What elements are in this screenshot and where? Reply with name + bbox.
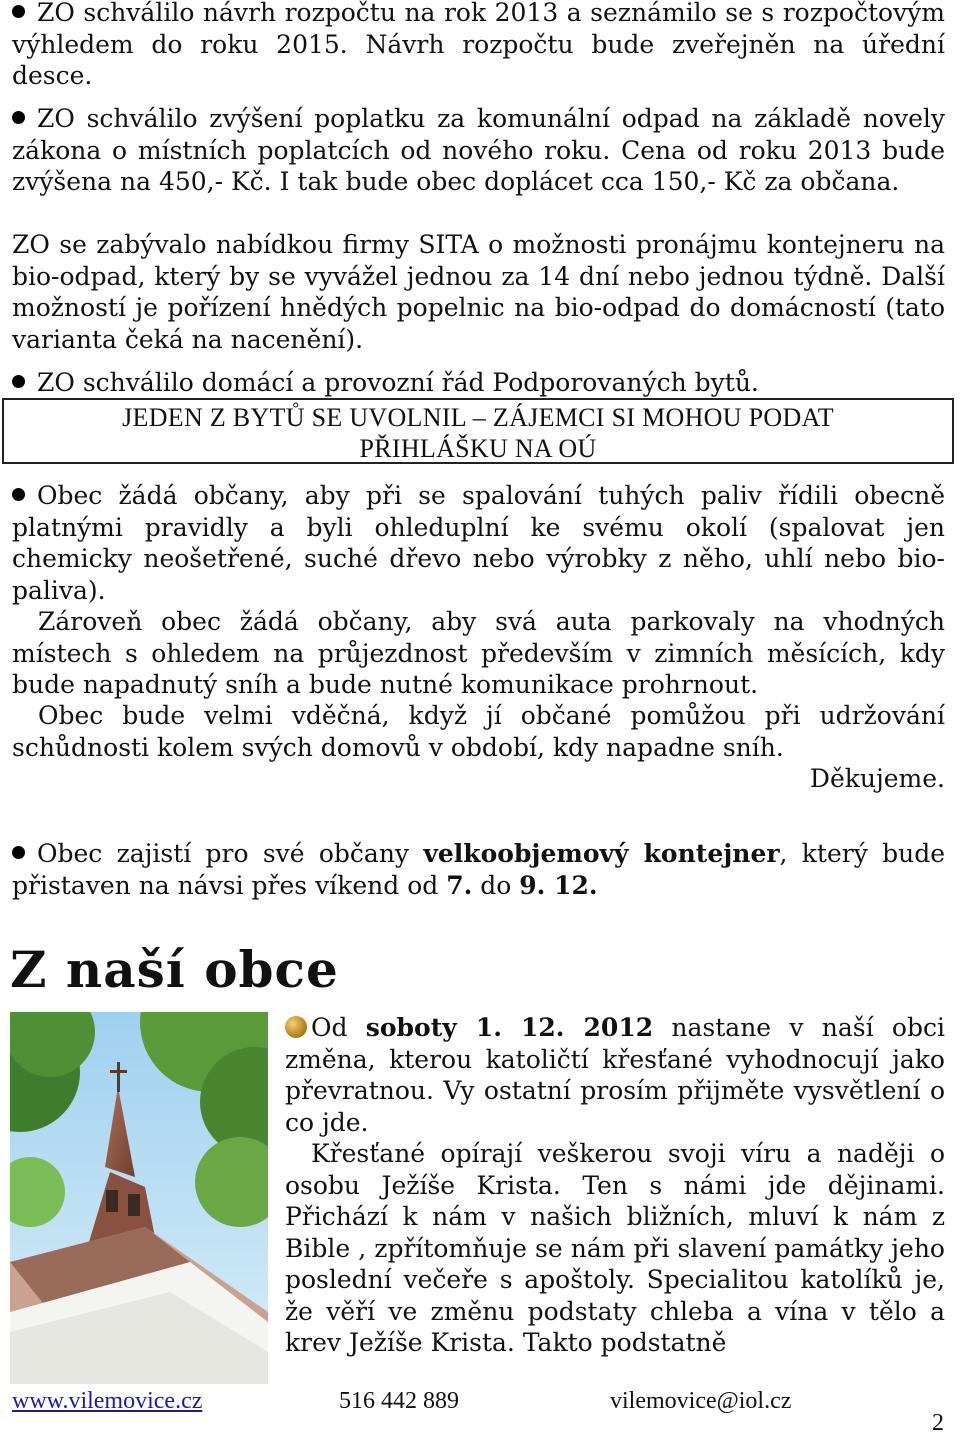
date-from: 7. [446, 870, 473, 900]
paragraph-snow-appeal: Obec bude velmi vděčná, když jí občané pomůžou při udržování schůdnosti kolem svých domovů v období, kdy napadne sníh. [12, 701, 945, 762]
gold-bullet-icon [285, 1016, 307, 1038]
paragraph-heating-appeal: Obec žádá občany, aby při se spalování tuhých paliv řídili obecně platnými pravidly a byli ohleduplní ke svému okolí (spalovat jen chemicky neošetřené, suché dřevo nebo výrobky z něho, uhlí nebo bio-paliva). [12, 481, 945, 605]
page-number: 2 [932, 1410, 944, 1436]
paragraph-faith: Křesťané opírají veškerou svoji víru a naději o osobu Ježíše Krista. Ten s námi jde dějinami. Přichází k nám v našich bližních, mluví k nám z Bible , zpřítomňuje se nám při slavení památky jeho poslední večeře s apoštoly. Specialitou katolíků je, že věří ve změnu podstaty chleba a vína v tělo a krev Ježíše Krista. Takto podstatně [285, 1139, 945, 1357]
thanks-text: Děkujeme. [809, 764, 945, 793]
container-highlight: velkoobjemový kontejner [423, 839, 780, 868]
notice-line-1: JEDEN Z BYTŮ SE UVOLNIL – ZÁJEMCI SI MOHOU PODAT [122, 403, 834, 432]
bullet-icon [12, 488, 25, 501]
notice-line-2: PŘIHLÁŠKU NA OÚ [359, 434, 597, 463]
section-heading: Z naší obce [10, 940, 339, 999]
chapel-photo [10, 1012, 268, 1384]
paragraph-waste-fee: ZO schválilo zvýšení poplatku za komunální odpad na základě novely zákona o místních poplatcích od nového roku. Cena od roku 2013 bude zvýšena na 450,- Kč. I tak bude obec doplácet cca 150,- Kč za občana. [12, 104, 945, 196]
notice-box [2, 398, 954, 464]
paragraph-change: Od soboty 1. 12. 2012 nastane v naší obci změna, kterou katoličtí křesťané vyhodnocují jako převratnou. Vy ostatní prosím přijměte vysvětlení o co jde. [285, 1013, 945, 1137]
page-footer [12, 1388, 952, 1418]
phone-number: 516 442 889 [339, 1388, 459, 1414]
bullet-icon [12, 375, 25, 388]
paragraph-bio-waste: ZO se zabývalo nabídkou firmy SITA o možnosti pronájmu kontejneru na bio-odpad, který by se vyvážel jednou za 14 dní nebo jednou týdně. Další možností je pořízení hnědých popelnic na bio-odpad do domácností (tato varianta čeká na nacenění). [12, 230, 945, 354]
date-to: 9. 12. [519, 870, 598, 900]
date-highlight: soboty 1. 12. 2012 [365, 1013, 654, 1042]
bullet-icon [12, 5, 25, 18]
email-address: vilemovice@iol.cz [610, 1388, 792, 1414]
bullet-icon [12, 846, 25, 859]
paragraph-budget: ZO schválilo návrh rozpočtu na rok 2013 a seznámilo se s rozpočtovým výhledem do roku 2015. Návrh rozpočtu bude zveřejněn na úřední desce. [12, 0, 945, 90]
website-link[interactable]: www.vilemovice.cz [12, 1388, 203, 1414]
paragraph-container: Obec zajistí pro své občany velkoobjemový kontejner, který bude přistaven na návsi přes víkend od 7. do 9. 12. [12, 839, 946, 900]
paragraph-housing-rules: ZO schválilo domácí a provozní řád Podporovaných bytů. [12, 367, 945, 399]
bullet-icon [12, 111, 25, 124]
paragraph-parking-appeal: Zároveň obec žádá občany, aby svá auta parkovaly na vhodných místech s ohledem na průjezdnost především v zimních měsících, kdy bude napadnutý sníh a bude nutné komunikace prohrnout. [12, 607, 945, 699]
